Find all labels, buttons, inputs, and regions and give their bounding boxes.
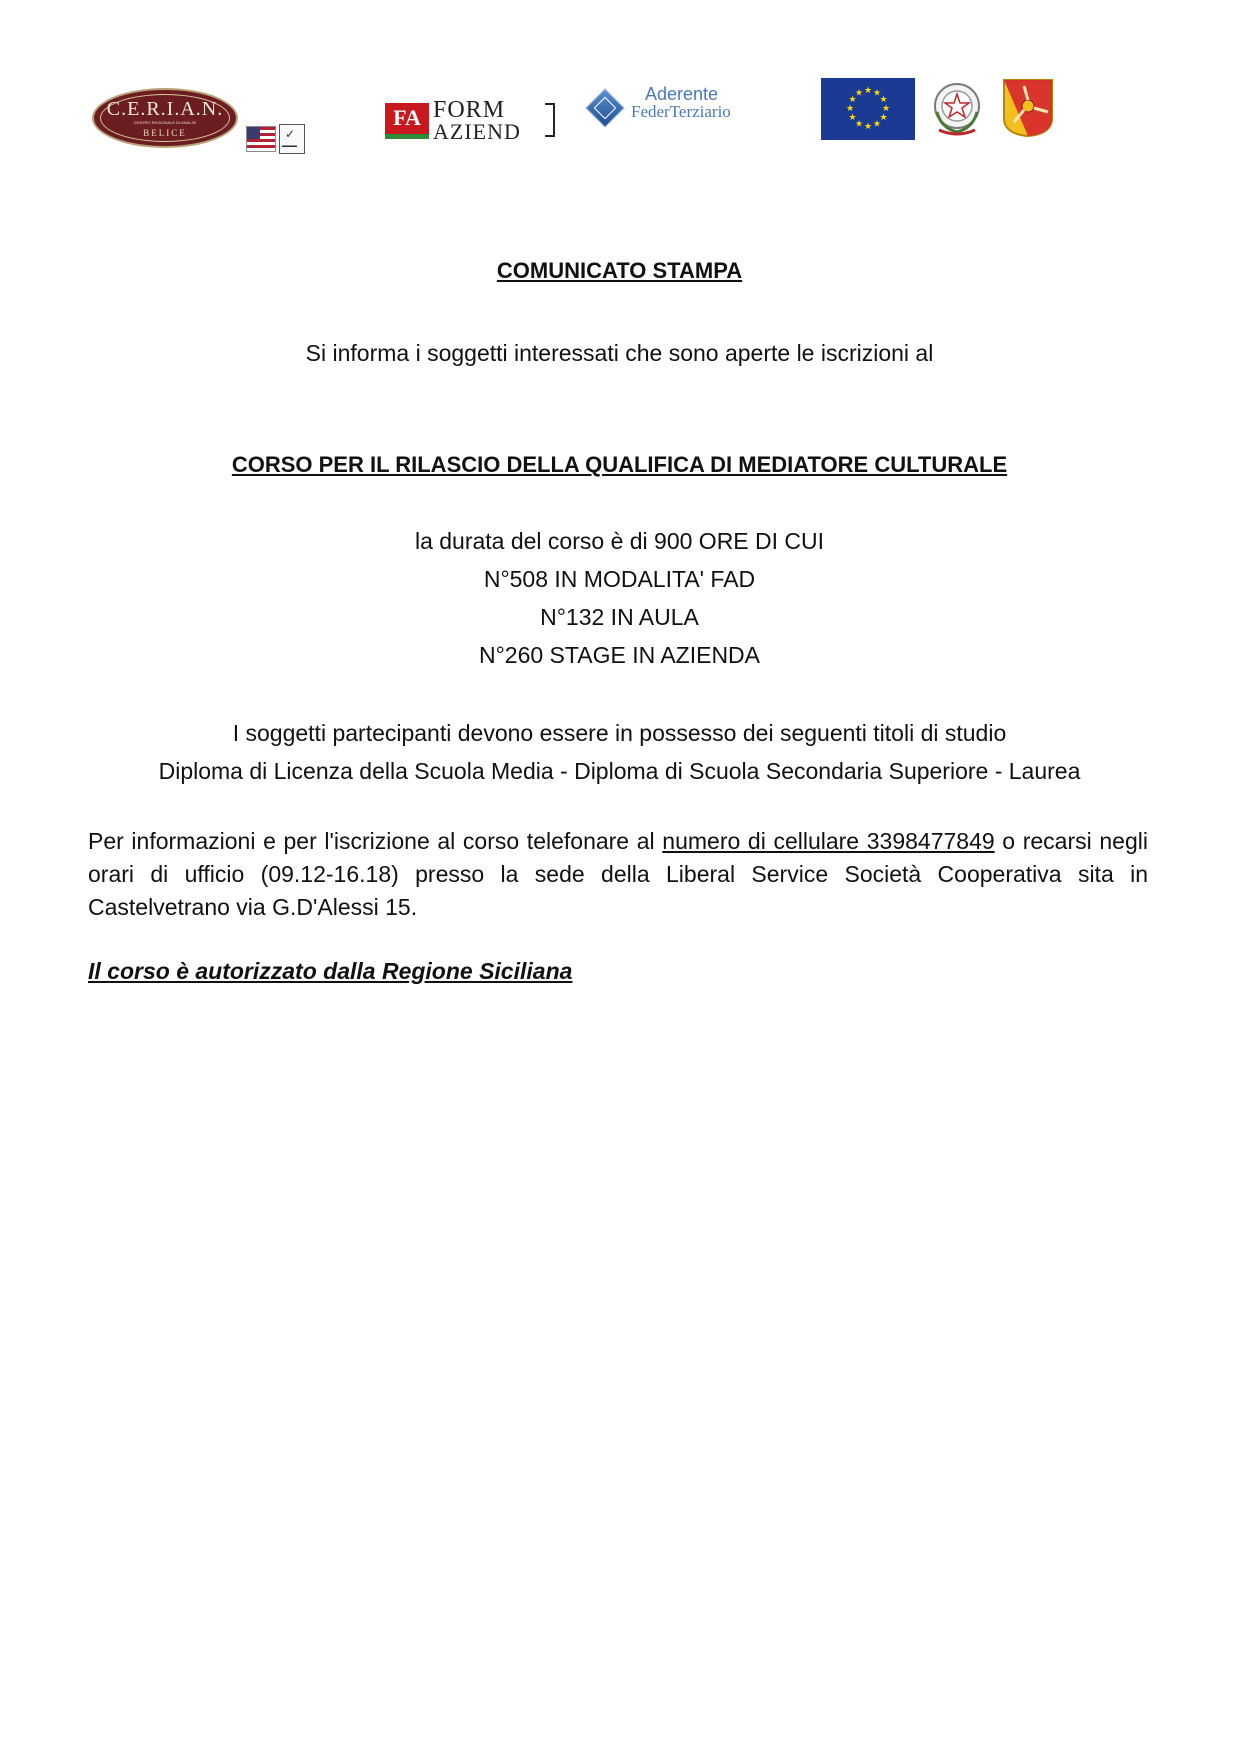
- certification-flag-icon: [246, 126, 276, 152]
- formaziende-bracket-mark: [545, 103, 555, 137]
- intro-text: Si informa i soggetti interessati che sono aperte le iscrizioni al: [305, 340, 934, 366]
- cerian-logo: [92, 88, 242, 152]
- authorization-note: Il corso è autorizzato dalla Regione Siciliana: [88, 958, 573, 984]
- svg-text:★: ★: [845, 104, 855, 114]
- emblem-drawing: [931, 78, 983, 138]
- page-title: COMUNICATO STAMPA: [496, 258, 743, 283]
- formaziende-word-aziende: AZIEND: [433, 119, 521, 144]
- eu-flag-icon: [821, 78, 915, 140]
- svg-text:★: ★: [872, 119, 882, 130]
- checkmark-icon: ✓: [285, 127, 296, 141]
- contact-info-intro: Per informazioni e per l'iscrizione al corso telefonare al: [88, 828, 663, 854]
- certification-mark: ▬▬▬: [282, 143, 297, 149]
- svg-text:★: ★: [881, 104, 891, 114]
- svg-text:★: ★: [863, 122, 873, 132]
- hours-fad: N°508 IN MODALITA' FAD: [483, 566, 756, 592]
- course-title: CORSO PER IL RILASCIO DELLA QUALIFICA DI MEDIATORE CULTURALE: [231, 452, 1008, 477]
- phone-number-link[interactable]: numero di cellulare 3398477849: [662, 828, 995, 854]
- federterziario-aderente: Aderente: [645, 84, 719, 104]
- course-duration: la durata del corso è di 900 ORE DI CUI: [414, 528, 825, 554]
- diplomas-list: Diploma di Licenza della Scuola Media - Diploma di Scuola Secondaria Superiore - Laurea: [158, 758, 1081, 784]
- hours-aula: N°132 IN AULA: [540, 604, 699, 630]
- svg-text:★: ★: [854, 88, 864, 99]
- svg-text:★: ★: [854, 119, 864, 130]
- flag-canton: [247, 127, 260, 139]
- cerian-logo-place: BELICE: [143, 128, 187, 138]
- svg-text:★: ★: [879, 95, 888, 105]
- cerian-logo-subtitle: CENTRO REGIONALE DI ANALISI: [133, 120, 197, 125]
- federterziario-name: FederTerziario: [631, 102, 731, 121]
- svg-text:★: ★: [848, 113, 857, 123]
- fa-badge-text: FA: [393, 105, 421, 130]
- fa-badge: [385, 103, 429, 139]
- sicily-emblem-drawing: [1002, 78, 1054, 138]
- fa-badge-strip: [385, 134, 429, 139]
- eu-stars-ring: [821, 78, 915, 140]
- svg-text:★: ★: [872, 88, 882, 99]
- cerian-logo-title: C.E.R.I.A.N.: [106, 98, 224, 120]
- svg-text:★: ★: [863, 86, 873, 96]
- quality-certification-icon: [279, 124, 305, 154]
- svg-text:★: ★: [879, 113, 888, 123]
- italian-republic-emblem-icon: [931, 78, 983, 138]
- formaziende-word-form: FORM: [433, 97, 506, 123]
- federterziario-logo: [585, 84, 757, 134]
- contact-info-paragraph: [88, 825, 1148, 924]
- contact-info-details: o recarsi negli orari di ufficio (09.12-16.18) presso la sede della Liberal Service Società Cooperativa sita in Castelvetrano via G.D'Alessi 15.: [88, 828, 1148, 920]
- requirements-text: I soggetti partecipanti devono essere in possesso dei seguenti titoli di studio: [232, 720, 1007, 746]
- hours-stage: N°260 STAGE IN AZIENDA: [478, 642, 761, 668]
- sicily-region-emblem-icon: [1002, 78, 1054, 138]
- svg-text:★: ★: [848, 95, 857, 105]
- formaziende-logo: [385, 97, 557, 143]
- logo-header: [0, 0, 1239, 170]
